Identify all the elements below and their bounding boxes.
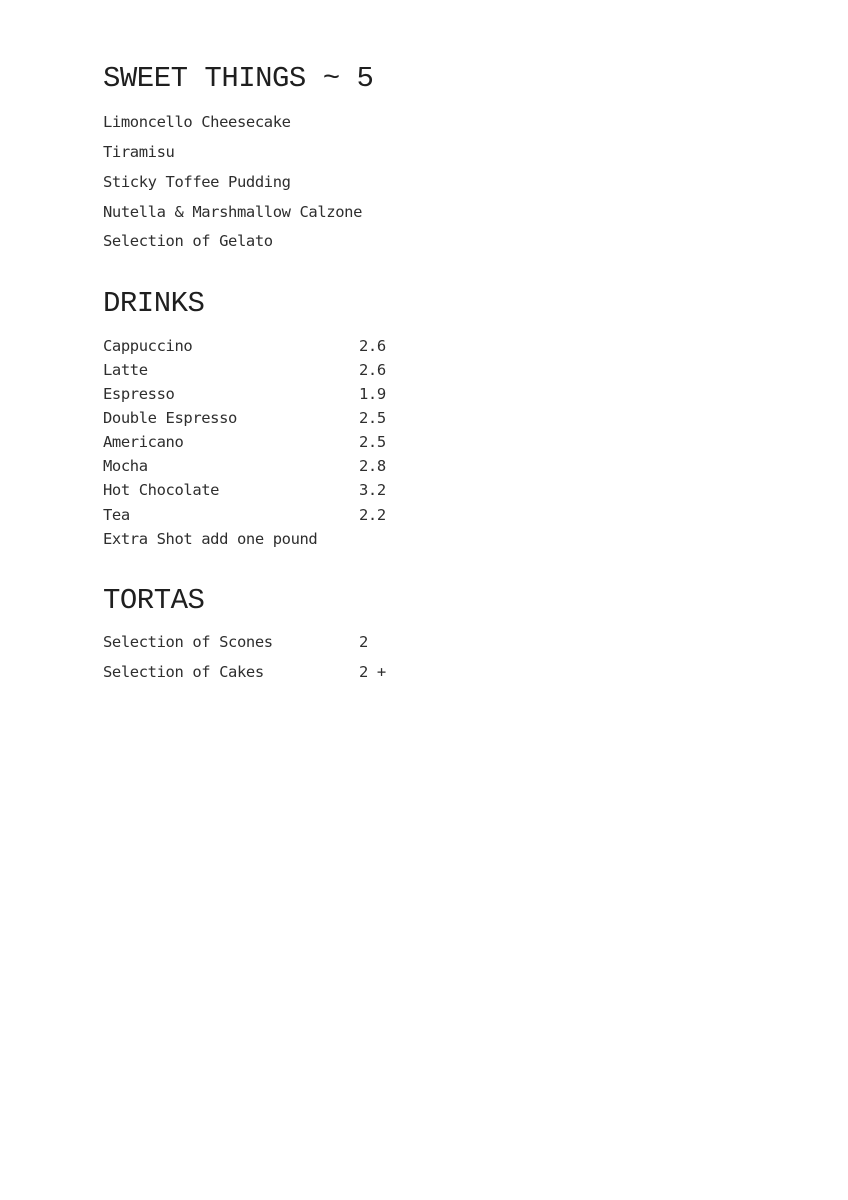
drink-price: 2.5 [359,409,386,427]
drinks-note: Extra Shot add one pound [103,530,318,548]
drink-name: Cappuccino [103,337,193,355]
torta-name: Selection of Scones [103,633,273,651]
sweet-things-heading: SWEET THINGS ~ 5 [103,62,374,95]
drink-name: Mocha [103,457,148,475]
torta-price: 2 + [359,663,386,681]
drinks-heading: DRINKS [103,287,205,320]
drink-price: 2.6 [359,337,386,355]
sweet-item: Nutella & Marshmallow Calzone [103,203,363,221]
drink-price: 2.6 [359,361,386,379]
tortas-heading: TORTAS [103,584,205,617]
drink-price: 2.5 [359,433,386,451]
torta-price: 2 [359,633,368,651]
drink-name: Tea [103,506,130,524]
torta-name: Selection of Cakes [103,663,264,681]
drink-name: Espresso [103,385,175,403]
sweet-item: Sticky Toffee Pudding [103,173,291,191]
sweet-item: Tiramisu [103,143,175,161]
drink-name: Double Espresso [103,409,237,427]
drink-name: Latte [103,361,148,379]
drink-name: Americano [103,433,184,451]
sweet-item: Selection of Gelato [103,232,273,250]
drink-price: 2.8 [359,457,386,475]
drink-name: Hot Chocolate [103,481,220,499]
drink-price: 1.9 [359,385,386,403]
drink-price: 3.2 [359,481,386,499]
drink-price: 2.2 [359,506,386,524]
sweet-item: Limoncello Cheesecake [103,113,291,131]
